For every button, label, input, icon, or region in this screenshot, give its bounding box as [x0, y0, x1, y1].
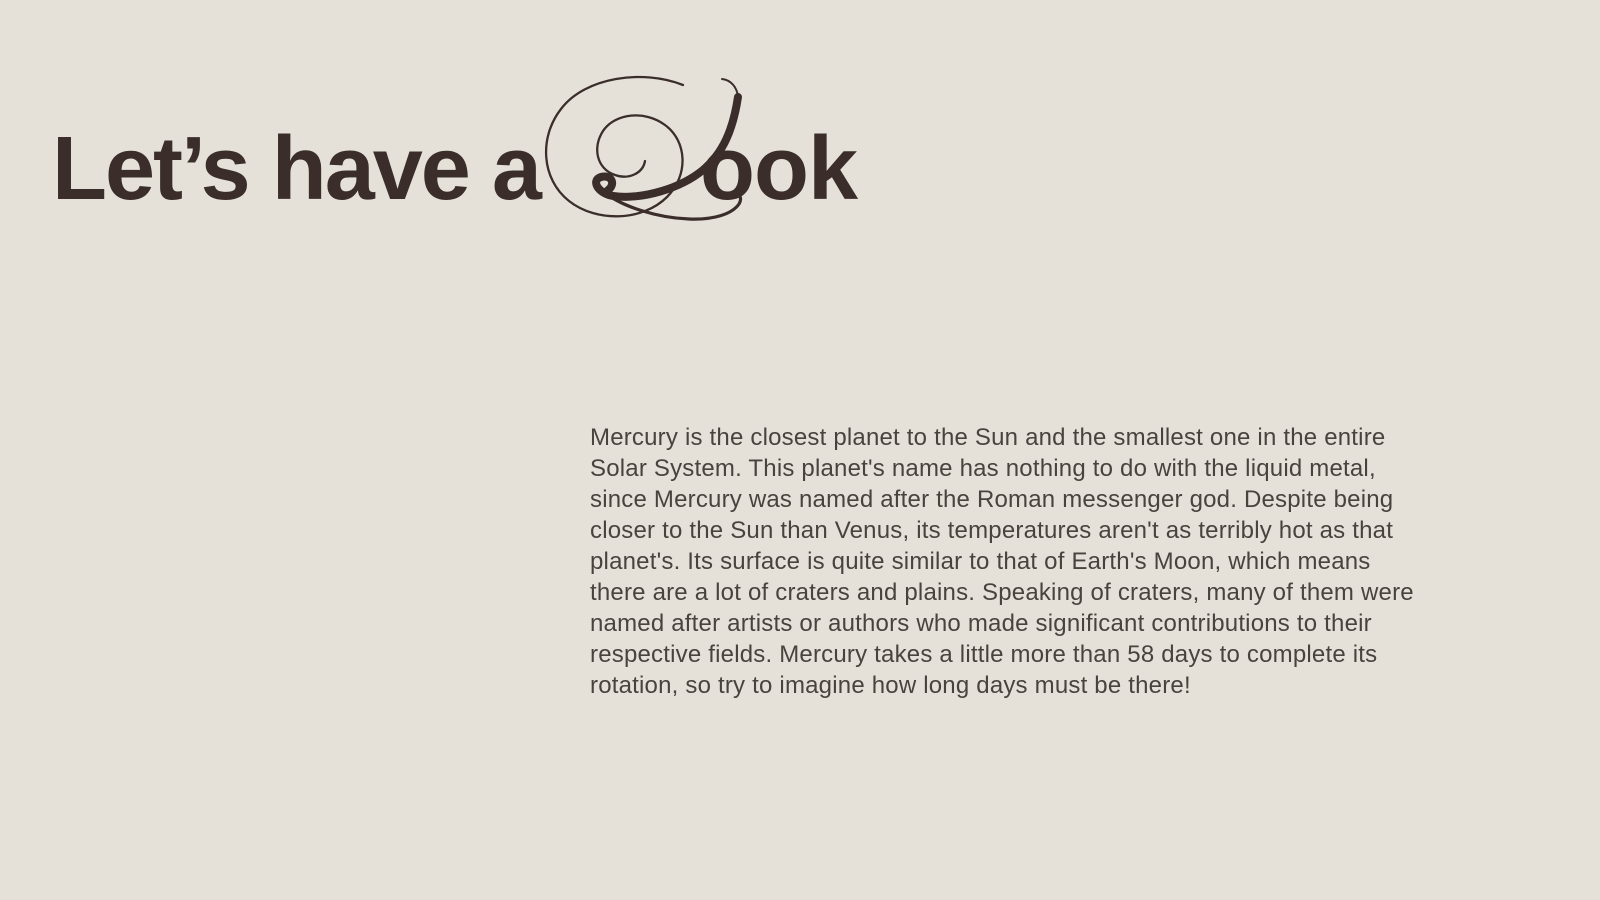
paragraph-line: rotation, so try to imagine how long days must be there!: [590, 672, 1191, 699]
paragraph-line: closer to the Sun than Venus, its temperatures aren't as terribly hot as that: [590, 517, 1394, 544]
heading-prefix: Let’s have a: [52, 119, 540, 219]
paragraph-line: named after artists or authors who made significant contributions to their: [590, 610, 1372, 637]
heading-suffix: ook: [700, 119, 858, 219]
paragraph-line: respective fields. Mercury takes a little more than 58 days to complete its: [590, 641, 1378, 668]
mercury-description: [590, 422, 1550, 701]
paragraph-line: planet's. Its surface is quite similar to that of Earth's Moon, which means: [590, 548, 1371, 575]
paragraph-line: since Mercury was named after the Roman messenger god. Despite being: [590, 486, 1394, 513]
paragraph-line: Mercury is the closest planet to the Sun and the smallest one in the entire: [590, 424, 1386, 451]
paragraph-line: Solar System. This planet's name has nothing to do with the liquid metal,: [590, 455, 1376, 482]
paragraph-line: there are a lot of craters and plains. Speaking of craters, many of them were: [590, 579, 1414, 606]
